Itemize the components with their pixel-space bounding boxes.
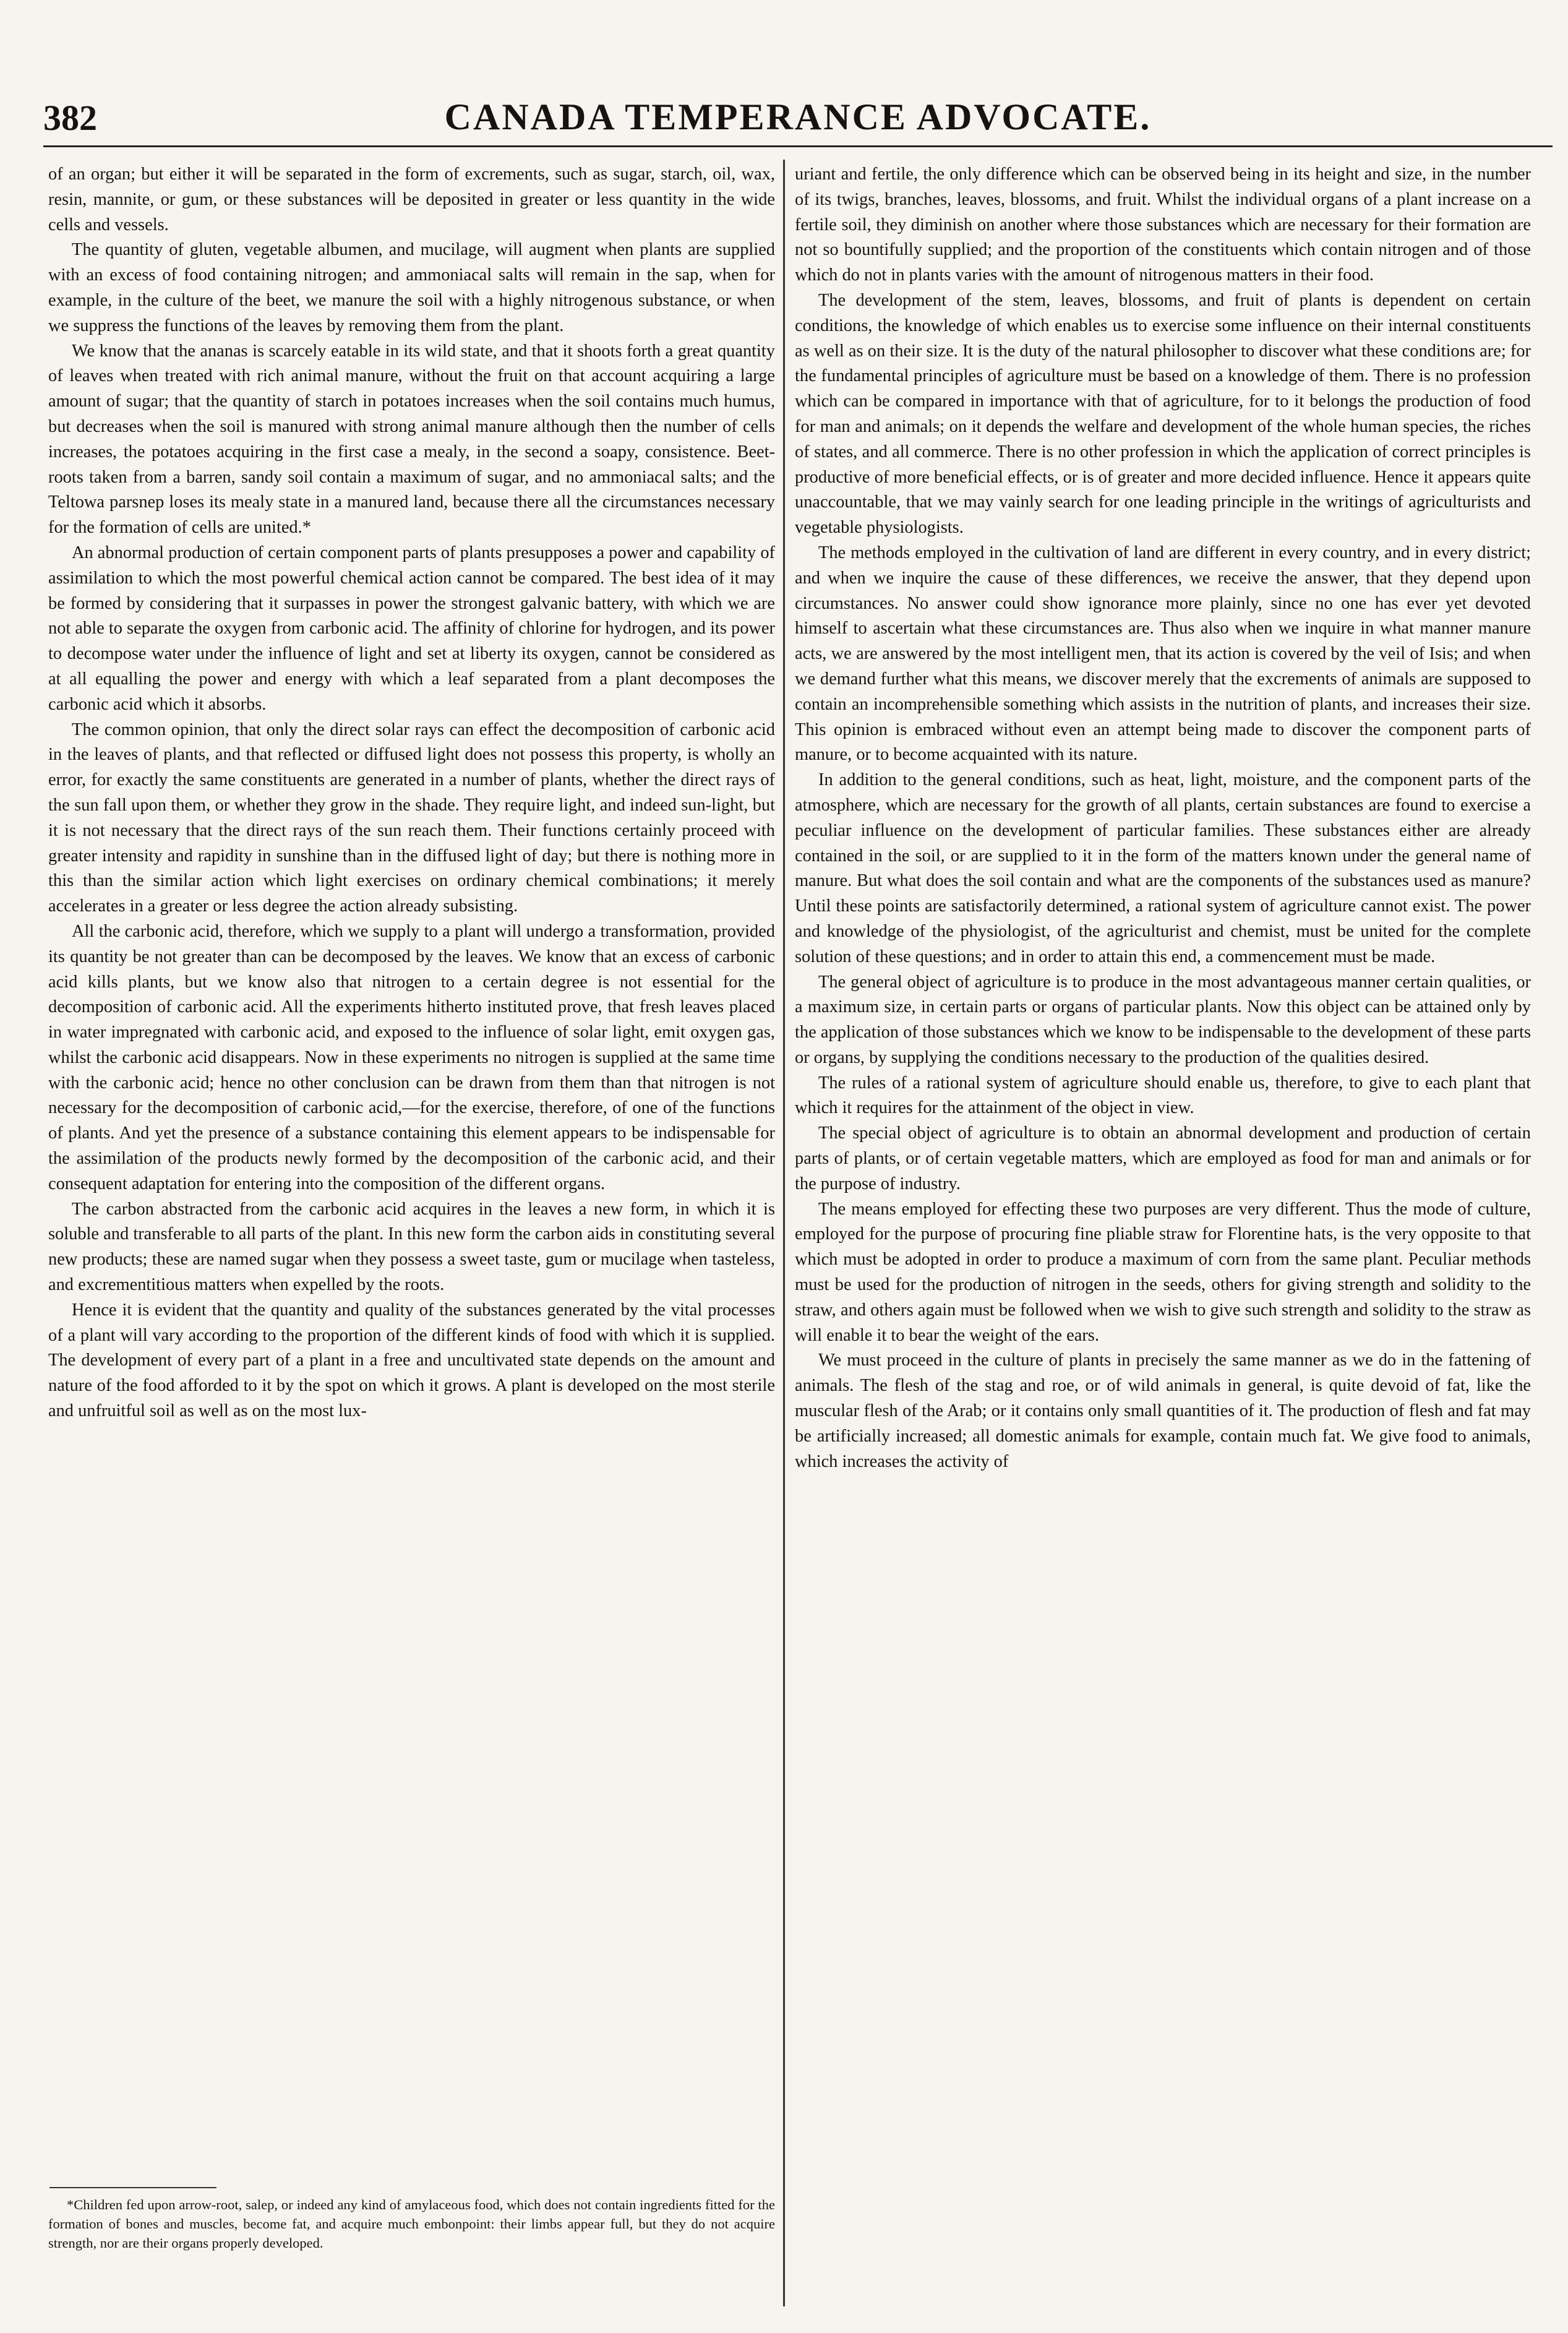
- column-divider: [783, 160, 785, 2306]
- paragraph: The common opinion, that only the direct solar rays can effect the decomposition of carbonic acid in the leaves of plants, and that reflected or diffused light does not possess this property, is wholly an error, for exactly the same constituents are generated in a number of plants, whether the direct rays of the sun fall upon them, or whether they grow in the shade. They require light, and indeed sun-light, but it is not necessary that the direct rays of the sun reach them. Their functions certainly proceed with greater intensity and rapidity in sunshine than in the diffused light of day; but there is nothing more in this than the similar action which light exercises on ordinary chemical combinations; it merely accelerates in a greater or less degree the action already subsisting.: [48, 720, 775, 916]
- right-column: [795, 162, 1531, 2309]
- paragraph: The general object of agriculture is to produce in the most advantageous manner certain qualities, or a maximum size, in certain parts or organs of particular plants. Now this object can be attained only by the application of those substances which we know to be indispensable to the development of these parts or organs, by supplying the conditions necessary to the production of the qualities desired.: [795, 972, 1531, 1067]
- running-title: CANADA TEMPERANCE ADVOCATE.: [444, 97, 1152, 137]
- paragraph: uriant and fertile, the only difference which can be observed being in its height and size, in the number of its twigs, branches, leaves, blossoms, and fruit. Whilst the individual organs of a plant increase on a fertile soil, they diminish on another where those substances which are necessary for their formation are not so bountifully supplied; and the proportion of the constituents which contain nitrogen and of those which do not in plants varies with the amount of nitrogenous matters in their food.: [795, 165, 1531, 285]
- paragraph: The means employed for effecting these two purposes are very different. Thus the mode of culture, employed for the purpose of procuring fine pliable straw for Florentine hats, is the very opposite to that which must be adopted in order to produce a maximum of corn from the same plant. Peculiar methods must be used for the production of nitrogen in the seeds, others for giving strength and solidity to the straw, and others again must be followed when we wish to give such strength and solidity to the straw as will enable it to bear the weight of the ears.: [795, 1199, 1531, 1345]
- footnote-divider: [49, 2187, 216, 2188]
- page-number: 382: [43, 98, 97, 138]
- paragraph: The special object of agriculture is to obtain an abnormal development and production of certain parts of plants, or of certain vegetable matters, which are employed as food for man and animals or for the purpose of industry.: [795, 1124, 1531, 1193]
- paragraph: We know that the ananas is scarcely eatable in its wild state, and that it shoots forth a great quantity of leaves when treated with rich animal manure, without the fruit on that account acquiring a large amount of sugar; that the quantity of starch in potatoes increases when the soil contains much humus, but decreases when the soil is manured with strong animal manure although then the number of cells increases, the potatoes acquiring in the first case a mealy, in the second a soapy, consistence. Beet-roots taken from a barren, sandy soil contain a maximum of sugar, and no ammoniacal salts; and the Teltowa parsnep loses its mealy state in a manured land, because there all the circumstances necessary for the formation of cells are united.*: [48, 341, 775, 538]
- paragraph: The rules of a rational system of agriculture should enable us, therefore, to give to each plant that which it requires for the attainment of the object in view.: [795, 1073, 1531, 1118]
- paragraph: The quantity of gluten, vegetable albumen, and mucilage, will augment when plants are supplied with an excess of food containing nitrogen; and ammoniacal salts will remain in the sap, when for example, in the culture of the beet, we manure the soil with a highly nitrogenous substance, or when we suppress the functions of the leaves by removing them from the plant.: [48, 240, 775, 335]
- paragraph: The carbon abstracted from the carbonic acid acquires in the leaves a new form, in which it is soluble and transferable to all parts of the plant. In this new form the carbon aids in constituting several new products; these are named sugar when they possess a sweet taste, gum or mucilage when tasteless, and excrementitious matters when expelled by the roots.: [48, 1199, 775, 1295]
- paragraph: An abnormal production of certain component parts of plants presupposes a power and capability of assimilation to which the most powerful chemical action cannot be compared. The best idea of it may be formed by considering that it surpasses in power the strongest galvanic battery, with which we are not able to separate the oxygen from carbonic acid. The affinity of chlorine for hydrogen, and its power to decompose water under the influence of light and set at liberty its oxygen, cannot be considered as at all equalling the power and energy with which a leaf separated from a plant decomposes the carbonic acid which it absorbs.: [48, 543, 775, 714]
- paragraph: The methods employed in the cultivation of land are different in every country, and in every district; and when we inquire the cause of these differences, we receive the answer, that they depend upon circumstances. No answer could show ignorance more plainly, since no one has ever yet devoted himself to ascertain what these circumstances are. Thus also when we inquire in what manner manure acts, we are answered by the most intelligent men, that its action is covered by the veil of Isis; and when we demand further what this means, we discover merely that the excrements of animals are supposed to contain an incomprehensible something which assists in the nutrition of plants, and increases their size. This opinion is embraced without even an attempt being made to discover the component parts of manure, or to become acquainted with its nature.: [795, 543, 1531, 765]
- footnote: *Children fed upon arrow-root, salep, or indeed any kind of amylaceous food, which does not contain ingredients fitted for the formation of bones and muscles, become fat, and acquire much embonpoint: their limbs appear full, but they do not acquire strength, nor are their organs properly developed.: [48, 2197, 775, 2251]
- paragraph: All the carbonic acid, therefore, which we supply to a plant will undergo a transformation, provided its quantity be not greater than can be decomposed by the leaves. We know that an excess of carbonic acid kills plants, but we know also that nitrogen to a certain degree is not essential for the decomposition of carbonic acid. All the experiments hitherto instituted prove, that fresh leaves placed in water impregnated with carbonic acid, and exposed to the influence of solar light, emit oxygen gas, whilst the carbonic acid disappears. Now in these experiments no nitrogen is supplied at the same time with the carbonic acid; hence no other conclusion can be drawn from them than that nitrogen is not necessary for the decomposition of carbonic acid,—for the exercise, therefore, of one of the functions of plants. And yet the presence of a substance containing this element appears to be indispensable for the assimilation of the products newly formed by the decomposition of the carbonic acid, and their consequent adaptation for entering into the composition of the different organs.: [48, 921, 775, 1193]
- paragraph: Hence it is evident that the quantity and quality of the substances generated by the vital processes of a plant will vary according to the proportion of the different kinds of food with which it is supplied. The development of every part of a plant in a free and uncultivated state depends on the amount and nature of the food afforded to it by the spot on which it grows. A plant is developed on the most sterile and unfruitful soil as well as on the most lux-: [48, 1300, 775, 1421]
- page-header: [43, 96, 1553, 147]
- left-column: [48, 162, 775, 2309]
- paragraph: In addition to the general conditions, such as heat, light, moisture, and the component parts of the atmosphere, which are necessary for the growth of all plants, certain substances are found to exercise a peculiar influence on the development of particular families. These substances either are already contained in the soil, or are supplied to it in the form of the matters known under the general name of manure. But what does the soil contain and what are the components of the substances used as manure? Until these points are satisfactorily determined, a rational system of agriculture cannot exist. The power and knowledge of the physiologist, of the agriculturist and chemist, must be united for the complete solution of these questions; and in order to attain this end, a commencement must be made.: [795, 770, 1531, 966]
- paragraph: We must proceed in the culture of plants in precisely the same manner as we do in the fattening of animals. The flesh of the stag and roe, or of wild animals in general, is quite devoid of fat, like the muscular flesh of the Arab; or it contains only small quantities of it. The production of flesh and fat may be artificially increased; all domestic animals for example, contain much fat. We give food to animals, which increases the activity of: [795, 1351, 1531, 1471]
- paragraph: The development of the stem, leaves, blossoms, and fruit of plants is dependent on certain conditions, the knowledge of which enables us to exercise some influence on their internal constituents as well as on their size. It is the duty of the natural philosopher to discover what these conditions are; for the fundamental principles of agriculture must be based on a knowledge of them. There is no profession which can be compared in importance with that of agriculture, for to it belongs the production of food for man and animals; on it depends the welfare and development of the whole human species, the riches of states, and all commerce. There is no other profession in which the application of correct principles is productive of more beneficial effects, or is of greater and more decided influence. Hence it appears quite unaccountable, that we may vainly search for one leading principle in the writings of agriculturists and vegetable physiologists.: [795, 290, 1531, 538]
- paragraph: of an organ; but either it will be separated in the form of excrements, such as sugar, starch, oil, wax, resin, mannite, or gum, or these substances will be deposited in greater or less quantity in the wide cells and vessels.: [48, 165, 775, 234]
